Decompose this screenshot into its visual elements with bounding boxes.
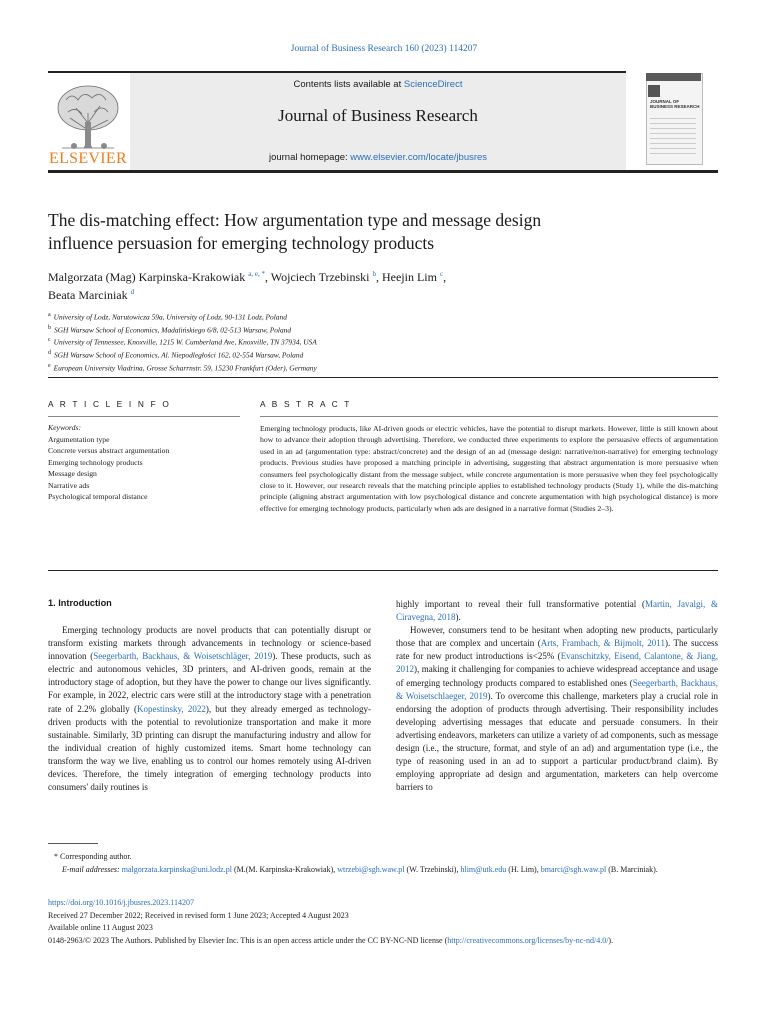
body-text: ). To overcome this challenge, marketers play a crucial role in endorsing the adoption of products through advertising. Their responsibility includes developing advertising messages that educate and persuade consumers. In their advertising endeavors, marketers can utilize a variety of ad components, such as message design (i.e., the structure, format, and style of an ad) and argumentation type (i.e., the type of reasoning used in an ad to support a particular product/brand claim). By employing appropriate ad design and argumentation, marketers can help overcome barriers to	[396, 690, 718, 793]
citation-link[interactable]: Kopestinsky, 2022	[136, 703, 206, 714]
header-bottom-rule	[48, 170, 718, 173]
corresponding-author-note: * Corresponding author.	[54, 852, 132, 861]
author-affiliation-marker[interactable]: d	[130, 288, 135, 296]
citation-link[interactable]: Seegerbarth, Backhaus, & Woisetschlaeger, 2019	[396, 677, 718, 701]
keyword-item: Psychological temporal distance	[48, 492, 148, 502]
affiliation-text: SGH Warsaw School of Economics, Madalińskiego 6/8, 02-513 Warsaw, Poland	[54, 325, 292, 335]
author-affiliation-marker[interactable]: b	[372, 270, 376, 278]
available-online-date: Available online 11 August 2023	[48, 923, 153, 932]
body-column-left	[48, 624, 371, 794]
doi-link[interactable]: https://doi.org/10.1016/j.jbusres.2023.114207	[48, 898, 195, 907]
contents-available-line	[130, 79, 626, 90]
affiliation-list	[48, 310, 708, 373]
affiliation-marker: d	[48, 350, 51, 357]
body-text: ). The success rate for new product introductions is<25% (	[396, 638, 718, 662]
abstract-text: Emerging technology products, like AI-driven goods or electric vehicles, have the potential to disrupt markets. However, little is still known about how to advance their adoption through advertising. Therefore, we conducted three experiments to explore the persuasive effects of argumentation used in an ad (argumentation type: abstract/concrete) and the design of an ad (message design: narrative/non-narrative) for emerging technology products. Previous studies have proposed a matching principle in advertising, suggesting that abstract argumentation is more persuasive when consumers feel psychologically distant from the message subject, while concrete argumentation is more persuasive when they feel psychologically close to it. However, our research reveals that the matching principle applies to established technology products (Study 1), while the dis-matching principle (aligning abstract argumentation with low psychological distance and concrete argumentation with high psychological distance) is more effective for emerging technology products, particularly when ads are designed in a narrative format (Studies 2–3).	[260, 424, 718, 513]
email-owner: (M.(M. Karpinska-Krakowiak),	[231, 865, 338, 874]
abstract-heading: A B S T R A C T	[260, 399, 352, 409]
email-owner: (H. Lim),	[506, 865, 541, 874]
keyword-item: Argumentation type	[48, 435, 110, 444]
keyword-item: Message design	[48, 469, 97, 479]
journal-citation[interactable]: Journal of Business Research 160 (2023) 114207	[290, 44, 478, 54]
paragraph	[396, 598, 718, 624]
homepage-prefix: journal homepage:	[268, 152, 351, 163]
body-text: ), but they already emerged as technology-driven products with the potential to revolutionize transportation and make it more sustainable. Similarly, 3D printing can disrupt the manufacturing industry and allow for the individual creation of highly customized items. Smart home technology can transform the way we live, enabling us to control our homes remotely using AI-driven devices. Therefore, the timely integration of emerging technology products into consumers' daily routines is	[48, 703, 371, 793]
email-link[interactable]: bmarci@sgh.waw.pl	[540, 865, 607, 874]
affiliation-item	[48, 335, 708, 348]
paper-title	[48, 209, 688, 255]
author-affiliation-marker[interactable]: c	[439, 270, 444, 278]
sciencedirect-link[interactable]: ScienceDirect	[403, 79, 463, 90]
body-text: ).	[455, 612, 461, 623]
license-end: ).	[608, 936, 614, 945]
section-divider	[48, 377, 718, 378]
cover-text-lines	[650, 118, 696, 158]
email-label: E-mail addresses:	[62, 865, 122, 874]
affiliation-text: University of Tennessee, Knoxville, 1215 W. Cumberland Ave, Knoxville, TN 37934, USA	[53, 337, 317, 347]
paper-title-line-2: influence persuasion for emerging technology products	[48, 233, 435, 253]
email-link[interactable]: wtrzebi@sgh.waw.pl	[337, 865, 405, 874]
introduction-heading: 1. Introduction	[48, 598, 112, 608]
article-info-rule	[48, 416, 240, 417]
keyword-item: Concrete versus abstract argumentation	[48, 446, 170, 456]
keywords-label: Keywords:	[48, 423, 82, 432]
body-text: ), making it challenging for companies to achieve widespread acceptance and usage of emerging technology products compared to established ones (	[396, 664, 718, 688]
affiliation-text: University of Lodz, Narutowicza 59a, University of Lodz, 90-131 Lodz, Poland	[53, 312, 287, 322]
affiliation-text: SGH Warsaw School of Economics, Al. Niepodległości 162, 02-554 Warsaw, Poland	[54, 350, 304, 360]
keyword-item: Emerging technology products	[48, 457, 143, 467]
journal-title: Journal of Business Research	[278, 106, 478, 125]
author-name[interactable]: Heejin Lim	[381, 270, 437, 284]
email-link[interactable]: malgorzata.karpinska@uni.lodz.pl	[121, 865, 232, 874]
paper-title-line-1: The dis-matching effect: How argumentation type and message design	[48, 210, 542, 230]
cover-logo-icon	[648, 85, 660, 97]
body-text: ). These products, such as electric and autonomous vehicles, 3D printers, and AI-driven goods, remain at the introductory stage of adoption, but they have the power to change our lives significantly. For example, in 2022, electric cars were still at the introductory stage with a penetration rate of 2.2% globally (	[48, 651, 372, 714]
citation-link[interactable]: Seegerbarth, Backhaus, & Woisetschläger, 2019	[93, 651, 273, 662]
license-text: 0148-2963/© 2023 The Authors. Published by Elsevier Inc. This is an open access article under the CC BY-NC-ND license (	[48, 936, 448, 945]
body-text: Emerging technology products are novel products that can potentially disrupt or transform existing markets through advancements in technology or science-based innovation (	[48, 625, 371, 662]
affiliation-marker: e	[48, 362, 51, 369]
email-link[interactable]: hlim@utk.edu	[460, 865, 507, 874]
citation-link[interactable]: Martin, Javalgi, & Ciravegna, 2018	[396, 599, 719, 623]
paragraph	[396, 624, 718, 794]
citation-link[interactable]: Arts, Frambach, & Bijmolt, 2011	[540, 638, 665, 649]
keyword-item: Narrative ads	[48, 480, 90, 490]
contents-prefix: Contents lists available at	[293, 79, 404, 90]
affiliation-item	[48, 348, 708, 361]
keywords-list	[48, 434, 248, 502]
body-column-right	[396, 598, 718, 794]
affiliation-marker: c	[48, 337, 51, 344]
affiliation-text: European University Viadrina, Grosse Scharrnstr. 59, 15230 Frankfurt (Oder), Germany	[53, 363, 317, 373]
received-dates: Received 27 December 2022; Received in revised form 1 June 2023; Accepted 4 August 2023	[48, 911, 349, 920]
affiliation-item	[48, 310, 708, 323]
author-list: Malgorzata (Mag) Karpinska-Krakowiak $^{a, e, *}$, Wojciech Trzebinski $^b$, Heejin Lim $^c$, Beata Marciniak $^d$	[48, 270, 447, 302]
license-link[interactable]: http://creativecommons.org/licenses/by-nc-nd/4.0/	[447, 936, 609, 945]
body-divider	[48, 570, 718, 571]
homepage-link[interactable]: www.elsevier.com/locate/jbusres	[350, 152, 488, 163]
body-text: highly important to reveal their full transformative potential (	[396, 599, 645, 609]
author-name[interactable]: Wojciech Trzebinski	[270, 270, 370, 284]
affiliation-item	[48, 323, 708, 336]
email-addresses	[48, 864, 718, 877]
affiliation-marker: b	[48, 324, 51, 331]
author-name[interactable]: Malgorzata (Mag) Karpinska-Krakowiak	[48, 270, 246, 284]
abstract-rule	[260, 416, 718, 417]
author-name[interactable]: Beata Marciniak	[48, 288, 128, 302]
license-statement	[48, 935, 718, 947]
citation-link[interactable]: Evanschitzky, Eisend, Calantone, & Jiang, 2012	[396, 651, 718, 675]
elsevier-wordmark: ELSEVIER	[49, 150, 127, 167]
email-owner: (W. Trzebinski),	[404, 865, 461, 874]
cover-title: JOURNAL OF BUSINESS RESEARCH	[650, 99, 700, 109]
body-text: However, consumers tend to be hesitant when adopting new products, particularly those that are complex and uncertain (	[396, 625, 718, 649]
cover-top-bar	[646, 73, 701, 81]
affiliation-marker: a	[48, 312, 51, 318]
author-affiliation-marker[interactable]: a, e, *	[248, 270, 265, 278]
journal-homepage-line	[130, 152, 626, 163]
article-info-heading: A R T I C L E I N F O	[48, 399, 172, 409]
affiliation-item	[48, 361, 708, 374]
email-owner: (B. Marciniak).	[606, 865, 658, 874]
footnote-rule	[48, 843, 98, 844]
